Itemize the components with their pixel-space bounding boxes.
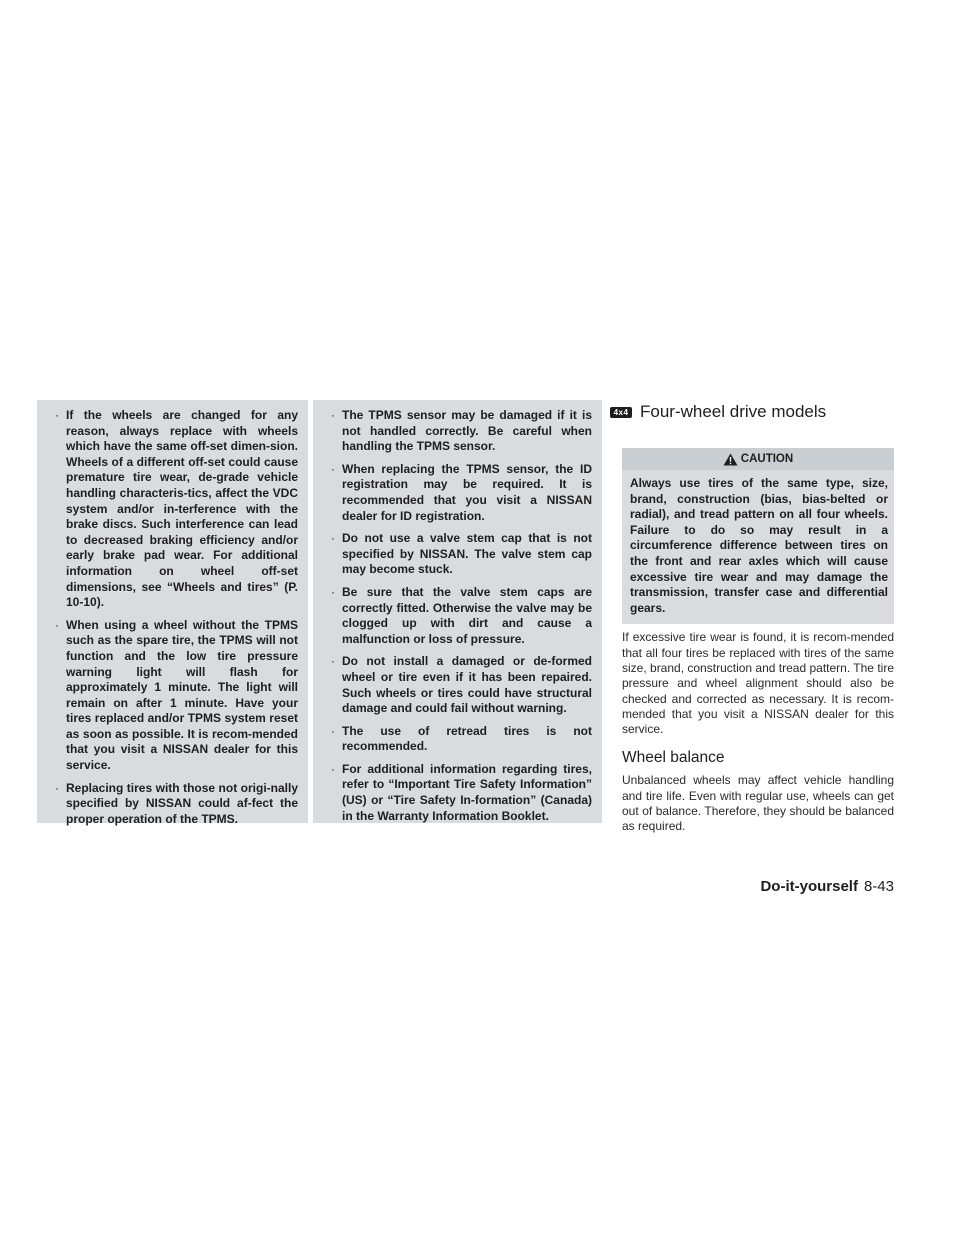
list-item-text: Be sure that the valve stem caps are correctly fitted. Otherwise the valve may be clogged up with dirt and cause a malfunction or loss of pressure. bbox=[342, 584, 592, 646]
bullet-icon: · bbox=[55, 617, 59, 632]
list-item-text: Do not use a valve stem cap that is not specified by NISSAN. The valve stem cap may become stuck. bbox=[342, 531, 592, 577]
page-footer bbox=[760, 878, 894, 895]
list-item bbox=[331, 724, 592, 755]
list-item-text: If the wheels are changed for any reason, always replace with wheels which have the same off-set dimen-sion. Wheels of a different off-set could cause premature tire wear, de-grade vehicle handling characteris-tics, affect the VDC system and/or in-terference with the brake discs. Such interference can lead to decreased braking efficiency and/or early brake pad wear. For additional information on wheel off-set dimensions, see “Wheels and tires” (P. 10-10). bbox=[66, 408, 298, 610]
bullet-icon: · bbox=[55, 780, 59, 795]
list-item-text: Replacing tires with those not origi-nally specified by NISSAN could af-fect the proper operation of the TPMS. bbox=[66, 780, 298, 826]
list-item-text: When replacing the TPMS sensor, the ID registration may be required. It is recommended that you visit a NISSAN dealer for ID registration. bbox=[342, 461, 592, 523]
list-item-text: The use of retread tires is not recommended. bbox=[342, 723, 592, 754]
footer-section-title: Do-it-yourself bbox=[760, 878, 858, 895]
body-paragraph: If excessive tire wear is found, it is recom-mended that all four tires be replaced with tires of the same size, brand, construction and tread pattern. The tire pressure and wheel alignment should also be checked and corrected as necessary. It is recom-mended that you visit a NISSAN dealer for this service. bbox=[622, 630, 894, 737]
bullet-icon: · bbox=[331, 461, 335, 476]
page-number: 8-43 bbox=[863, 878, 894, 895]
list-item-text: For additional information regarding tires, refer to “Important Tire Safety Information” (US) or “Tire Safety In-formation” (Canada) in the Warranty Information Booklet. bbox=[342, 761, 592, 823]
list-item bbox=[331, 462, 592, 524]
bullet-icon: · bbox=[331, 761, 335, 776]
warning-list-middle bbox=[331, 408, 592, 824]
bullet-icon: · bbox=[55, 408, 59, 422]
list-item bbox=[331, 531, 592, 578]
section-title: Four-wheel drive models bbox=[640, 402, 827, 421]
caution-text: Always use tires of the same type, size, brand, construction (bias, bias-belted or radial), and tread pattern on all four wheels. Failure to do so may result in a circumference difference between tires on the front and rear axles which will cause excessive tire wear and may damage the transmission, transfer case and differential gears. bbox=[630, 476, 888, 615]
bullet-icon: · bbox=[331, 723, 335, 738]
caution-label: CAUTION bbox=[740, 453, 794, 465]
list-item-text: Do not install a damaged or de-formed wheel or tire even if it has been repaired. Such wheels or tires could have structural damage and could fail without warning. bbox=[342, 654, 592, 716]
caution-header bbox=[622, 448, 894, 470]
list-item bbox=[331, 585, 592, 647]
bullet-icon: · bbox=[331, 584, 335, 599]
four-wheel-drive-icon: 4x4 bbox=[610, 407, 632, 418]
bullet-icon: · bbox=[331, 408, 335, 422]
list-item-text: The TPMS sensor may be damaged if it is not handled correctly. Be careful when handling the TPMS sensor. bbox=[342, 408, 592, 454]
warning-list-left bbox=[55, 408, 298, 827]
warning-triangle-icon bbox=[723, 453, 738, 466]
warning-box-middle bbox=[313, 400, 602, 823]
list-item bbox=[331, 762, 592, 824]
list-item bbox=[55, 781, 298, 828]
section-heading bbox=[610, 400, 894, 424]
bullet-icon: · bbox=[331, 654, 335, 669]
list-item-text: When using a wheel without the TPMS such as the spare tire, the TPMS will not function and the low tire pressure warning light will flash for approximately 1 minute. The light will remain on after 1 minute. Have your tires replaced and/or TPMS system reset as soon as possible. It is recom-mended that you visit a NISSAN dealer for this service. bbox=[66, 617, 298, 773]
body-paragraph: Unbalanced wheels may affect vehicle handling and tire life. Even with regular use, wheels can get out of balance. Therefore, they should be balanced as required. bbox=[622, 773, 894, 834]
list-item bbox=[331, 408, 592, 455]
list-item bbox=[55, 408, 298, 611]
right-column bbox=[613, 400, 894, 835]
warning-box-left bbox=[37, 400, 308, 826]
subsection-title: Wheel balance bbox=[622, 749, 725, 767]
caution-box bbox=[622, 448, 894, 624]
list-item bbox=[331, 654, 592, 716]
bullet-icon: · bbox=[331, 531, 335, 546]
list-item bbox=[55, 618, 298, 774]
